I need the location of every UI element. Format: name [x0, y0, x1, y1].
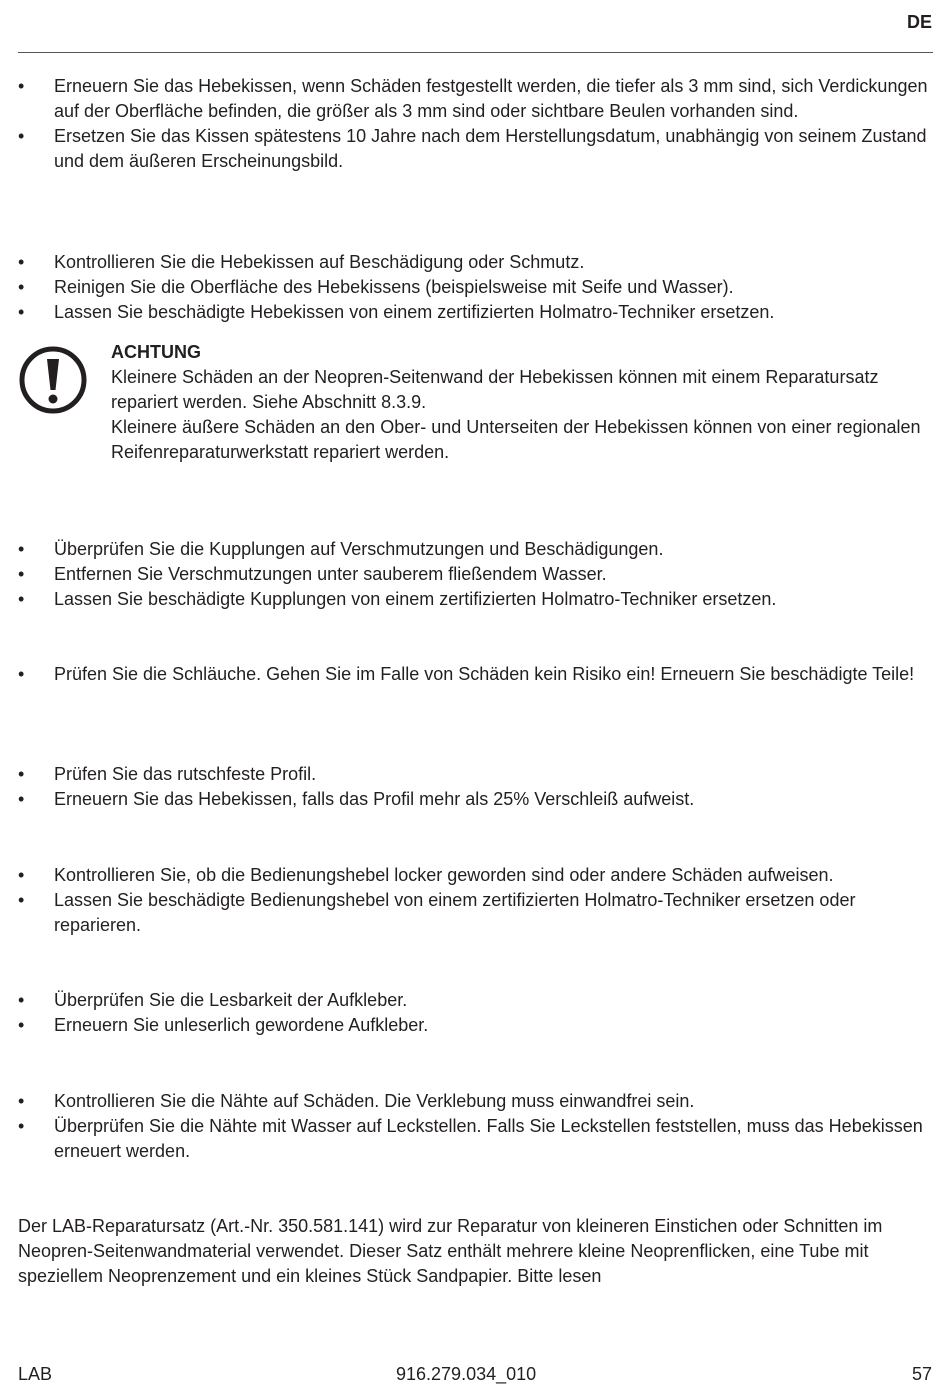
list-item — [0, 988, 950, 1013]
footer-product: LAB — [18, 1364, 53, 1384]
bullet: • — [18, 126, 25, 146]
bullet: • — [18, 1015, 25, 1035]
list-item-text: Lassen Sie beschädigte Bedienungshebel von einem zertifizierten Holmatro-Techniker ersetzen oder reparieren. — [54, 890, 856, 935]
list-item-text: Reinigen Sie die Oberfläche des Hebekissens (beispielsweise mit Seife und Wasser). — [54, 277, 734, 297]
bullet: • — [18, 1091, 25, 1111]
bullet: • — [18, 277, 25, 297]
list-item — [0, 275, 950, 300]
list-item — [0, 562, 950, 587]
inspection-list-hoses — [0, 662, 950, 687]
bullet: • — [18, 302, 25, 322]
warning-text: Kleinere äußere Schäden an den Ober- und Unterseiten der Hebekissen können von einer regionalen Reifenreparaturwerkstatt repariert werden. — [111, 417, 921, 462]
bullet: • — [18, 564, 25, 584]
bullet: • — [18, 252, 25, 272]
bullet: • — [18, 789, 25, 809]
list-item — [0, 787, 950, 812]
bullet: • — [18, 890, 25, 910]
list-item — [0, 300, 950, 325]
list-item — [0, 863, 950, 888]
list-item — [0, 1013, 950, 1038]
header-divider — [18, 52, 933, 53]
bullet: • — [18, 764, 25, 784]
inspection-list-stickers — [0, 988, 950, 1038]
inspection-list-cushion-damage — [0, 74, 950, 174]
bullet: • — [18, 1116, 25, 1136]
list-item-text: Erneuern Sie das Hebekissen, falls das Profil mehr als 25% Verschleiß aufweist. — [54, 789, 695, 809]
repair-kit-paragraph: Der LAB-Reparatursatz (Art.-Nr. 350.581.141) wird zur Reparatur von kleineren Einstichen oder Schnitten im Neopren-Seitenwandmaterial verwendet. Dieser Satz enthält mehrere kleine Neoprenflicken, eine Tube mit speziellem Neoprenzement und ein kleines Stück Sandpapier. Bitte lesen — [18, 1216, 883, 1286]
list-item-text: Kontrollieren Sie die Nähte auf Schäden. Die Verklebung muss einwandfrei sein. — [54, 1091, 695, 1111]
list-item — [0, 124, 950, 174]
list-item-text: Erneuern Sie das Hebekissen, wenn Schäden festgestellt werden, die tiefer als 3 mm sind, sich Verdickungen auf der Oberfläche befinden, die größer als 3 mm sind oder sichtbare Beulen vorhanden sind. — [54, 76, 928, 121]
list-item-text: Überprüfen Sie die Kupplungen auf Verschmutzungen und Beschädigungen. — [54, 539, 664, 559]
warning-notice — [111, 340, 931, 465]
list-item-text: Kontrollieren Sie, ob die Bedienungshebel locker geworden sind oder andere Schäden aufweisen. — [54, 865, 834, 885]
inspection-list-cushion-cleaning — [0, 250, 950, 325]
list-item-text: Überprüfen Sie die Lesbarkeit der Aufkleber. — [54, 990, 408, 1010]
list-item-text: Ersetzen Sie das Kissen spätestens 10 Jahre nach dem Herstellungsdatum, unabhängig von seinem Zustand und dem äußeren Erscheinungsbild. — [54, 126, 927, 171]
inspection-list-profile — [0, 762, 950, 812]
bullet: • — [18, 865, 25, 885]
list-item — [0, 1114, 950, 1164]
list-item-text: Überprüfen Sie die Nähte mit Wasser auf Leckstellen. Falls Sie Leckstellen feststellen, muss das Hebekissen erneuert werden. — [54, 1116, 923, 1161]
bullet: • — [18, 539, 25, 559]
page-number: 57 — [911, 1364, 932, 1384]
list-item — [0, 762, 950, 787]
list-item — [0, 250, 950, 275]
list-item — [0, 888, 950, 938]
list-item-text: Prüfen Sie die Schläuche. Gehen Sie im Falle von Schäden kein Risiko ein! Erneuern Sie beschädigte Teile! — [54, 664, 915, 684]
bullet: • — [18, 589, 25, 609]
warning-title: ACHTUNG — [111, 342, 201, 362]
list-item-text: Lassen Sie beschädigte Kupplungen von einem zertifizierten Holmatro-Techniker ersetzen. — [54, 589, 777, 609]
footer-document-number: 916.279.034_010 — [396, 1364, 537, 1384]
list-item — [0, 537, 950, 562]
list-item — [0, 74, 950, 124]
list-item-text: Erneuern Sie unleserlich gewordene Aufkleber. — [54, 1015, 429, 1035]
exclamation-circle-icon — [18, 345, 88, 415]
bullet: • — [18, 664, 25, 684]
inspection-list-seams — [0, 1089, 950, 1164]
language-code: DE — [906, 12, 932, 32]
warning-text: Kleinere Schäden an der Neopren-Seitenwand der Hebekissen können mit einem Reparatursatz repariert werden. Siehe Abschnitt 8.3.9. — [111, 367, 879, 412]
inspection-list-levers — [0, 863, 950, 938]
list-item-text: Prüfen Sie das rutschfeste Profil. — [54, 764, 317, 784]
list-item — [0, 1089, 950, 1114]
list-item — [0, 587, 950, 612]
list-item-text: Lassen Sie beschädigte Hebekissen von einem zertifizierten Holmatro-Techniker ersetzen. — [54, 302, 775, 322]
list-item — [0, 662, 950, 687]
list-item-text: Kontrollieren Sie die Hebekissen auf Beschädigung oder Schmutz. — [54, 252, 585, 272]
inspection-list-couplings — [0, 537, 950, 612]
list-item-text: Entfernen Sie Verschmutzungen unter sauberem fließendem Wasser. — [54, 564, 607, 584]
bullet: • — [18, 990, 25, 1010]
bullet: • — [18, 76, 25, 96]
